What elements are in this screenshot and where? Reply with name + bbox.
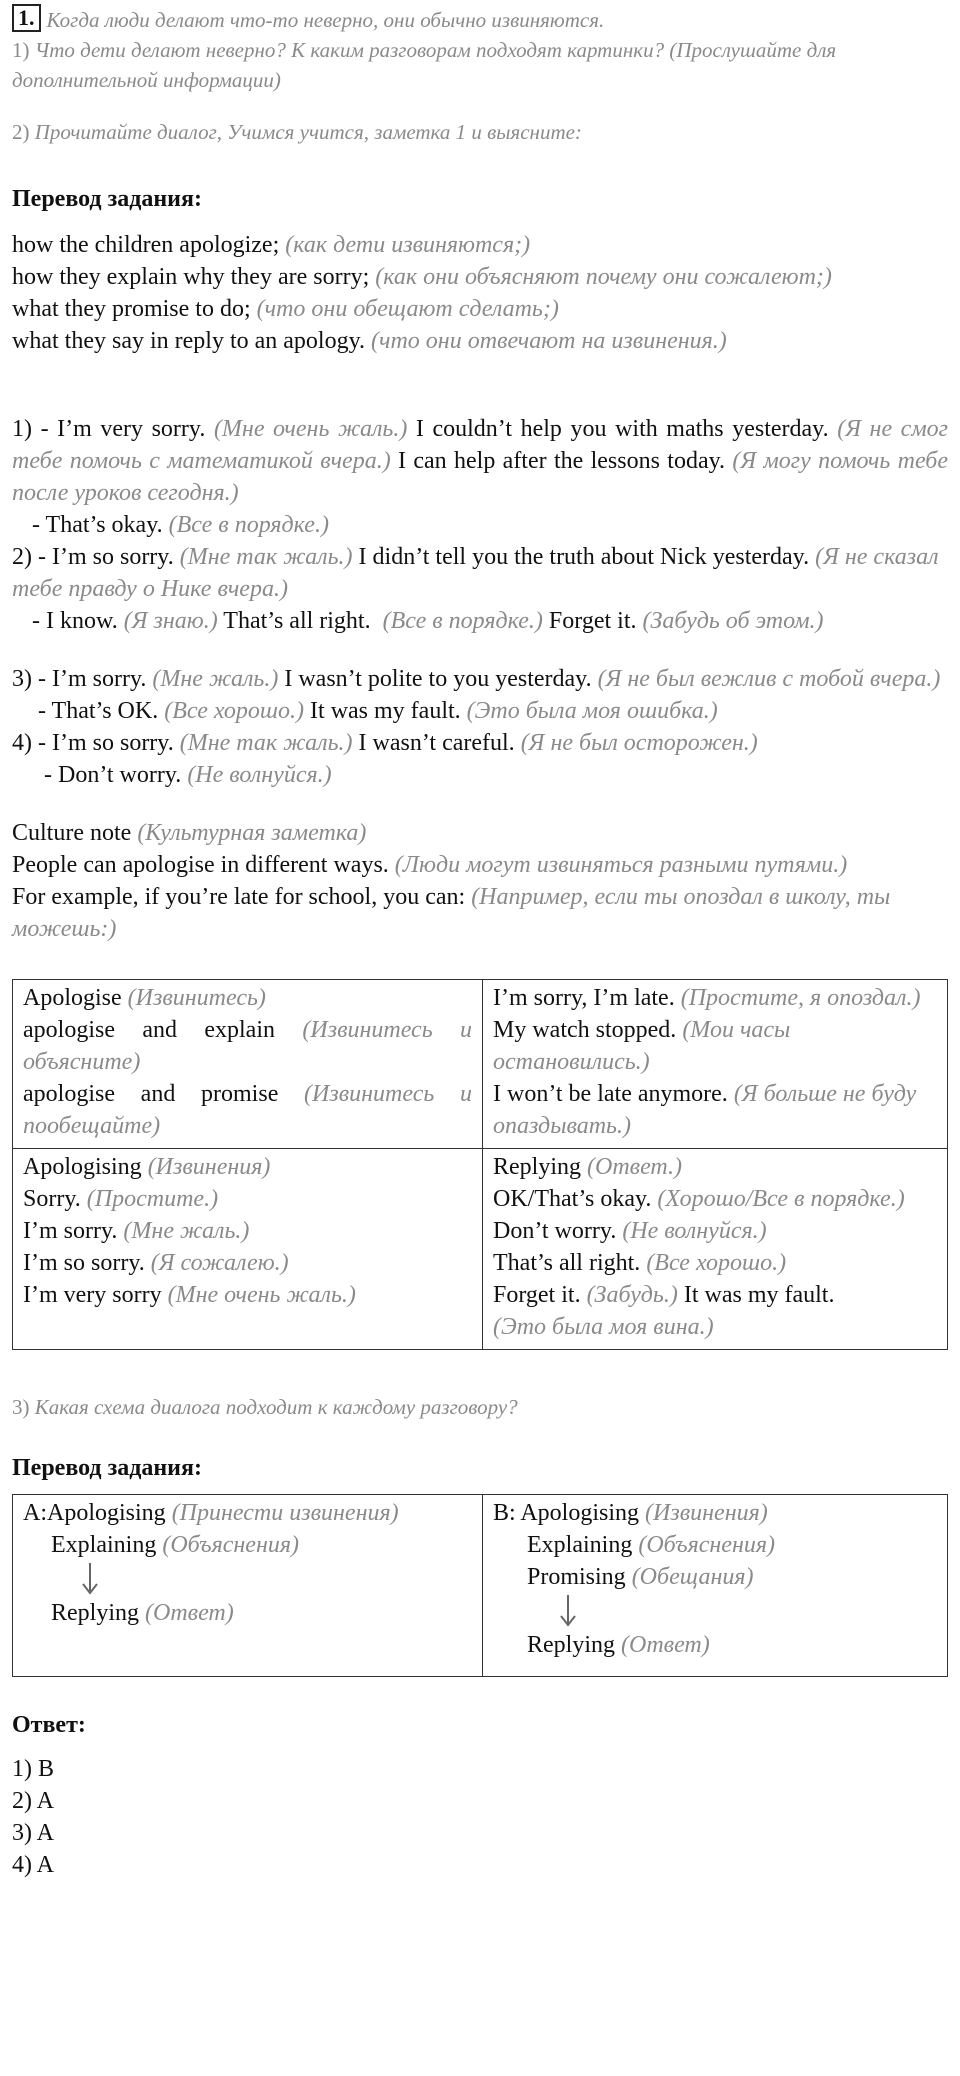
exercise-page xyxy=(12,4,948,1881)
table-cell: Apologise (Извинитесь) apologise and explain (Извинитесь и объясните) apologise and promise (Извинитесь и пообещайте) xyxy=(13,980,483,1149)
task-1 xyxy=(12,4,948,35)
dialogue-3-reply: - That’s OK. (Все хорошо.) It was my fault. (Это была моя ошибка.) xyxy=(38,698,718,724)
dialogue-4-reply: - Don’t worry. (Не волнуйся.) xyxy=(44,762,332,788)
list-item: 2) A xyxy=(12,1788,54,1814)
culture-note xyxy=(12,817,948,945)
dialogue-1-reply: - That’s okay. (Все в порядке.) xyxy=(32,512,329,538)
list-item: how the children apologize; (как дети извиняются;) xyxy=(12,232,531,258)
task-1-question-1: 1) Что дети делают неверно? К каким разговорам подходят картинки? (Прослушайте для дополнительной информации) xyxy=(12,38,837,92)
table-row xyxy=(13,980,948,1149)
arrow-down-icon xyxy=(75,1561,105,1597)
translation-heading-1: Перевод задания: xyxy=(12,186,202,212)
culture-note-p1: People can apologise in different ways. (Люди могут извиняться разными путями.) xyxy=(12,852,848,878)
culture-note-p2: For example, if you’re late for school, you can: (Например, если ты опоздал в школу, ты можешь:) xyxy=(12,884,891,942)
task-1-question-2: 2) Прочитайте диалог, Учимся учится, заметка 1 и выясните: xyxy=(12,120,582,144)
table-cell: I’m sorry, I’m late. (Простите, я опоздал.) My watch stopped. (Мои часы остановились.) I won’t be late anymore. (Я больше не буду опаздывать.) xyxy=(483,980,948,1149)
dialogues xyxy=(12,413,948,791)
dialogue-4: 4) - I’m so sorry. (Мне так жаль.) I wasn’t careful. (Я не был осторожен.) xyxy=(12,730,758,756)
exercise-number: 1. xyxy=(12,4,41,32)
list-item: what they say in reply to an apology. (что они отвечают на извинения.) xyxy=(12,328,727,354)
list-item: 1) B xyxy=(12,1756,54,1782)
scheme-a: A:Apologising (Принести извинения) Explaining (Объяснения) Replying (Ответ) xyxy=(13,1495,483,1677)
list-item: what they promise to do; (что они обещают сделать;) xyxy=(12,296,559,322)
dialogue-scheme-table xyxy=(12,1494,948,1677)
culture-note-title: Culture note (Культурная заметка) xyxy=(12,820,367,846)
dialogue-2: 2) - I’m so sorry. (Мне так жаль.) I didn’t tell you the truth about Nick yesterday. (Я не сказал тебе правду о Нике вчера.) xyxy=(12,544,939,602)
list-item: how they explain why they are sorry; (как они объясняют почему они сожалеют;) xyxy=(12,264,832,290)
answer-heading: Ответ: xyxy=(12,1712,86,1738)
task-3: 3) Какая схема диалога подходит к каждому разговору? xyxy=(12,1395,518,1419)
table-row xyxy=(13,1495,948,1677)
dialogue-1: 1) - I’m very sorry. (Мне очень жаль.) I couldn’t help you with maths yesterday. (Я не смог тебе помочь с математикой вчера.) I can help after the lessons today. (Я могу помочь тебе после уроков сегодня.) xyxy=(12,416,949,506)
apology-table xyxy=(12,979,948,1350)
arrow-down-icon xyxy=(553,1593,583,1629)
task-1-text: Когда люди делают что-то неверно, они обычно извиняются. xyxy=(46,8,605,32)
table-cell: Apologising (Извинения) Sorry. (Простите.) I’m sorry. (Мне жаль.) I’m so sorry. (Я сожалею.) I’m very sorry (Мне очень жаль.) xyxy=(13,1149,483,1350)
answer-list xyxy=(12,1753,948,1881)
translation-list xyxy=(12,229,948,357)
dialogue-2-reply: - I know. (Я знаю.) That’s all right. (Все в порядке.) Forget it. (Забудь об этом.) xyxy=(32,608,824,634)
list-item: 4) A xyxy=(12,1852,54,1878)
scheme-b: B: Apologising (Извинения) Explaining (Объяснения) Promising (Обещания) Replying (Ответ) xyxy=(483,1495,948,1677)
translation-heading-2: Перевод задания: xyxy=(12,1455,202,1481)
dialogue-3: 3) - I’m sorry. (Мне жаль.) I wasn’t polite to you yesterday. (Я не был вежлив с тобой вчера.) xyxy=(12,666,941,692)
table-cell: Replying (Ответ.) OK/That’s okay. (Хорошо/Все в порядке.) Don’t worry. (Не волнуйся.) That’s all right. (Все хорошо.) Forget it. (Забудь.) It was my fault. (Это была моя вина.) xyxy=(483,1149,948,1350)
list-item: 3) A xyxy=(12,1820,54,1846)
table-row xyxy=(13,1149,948,1350)
